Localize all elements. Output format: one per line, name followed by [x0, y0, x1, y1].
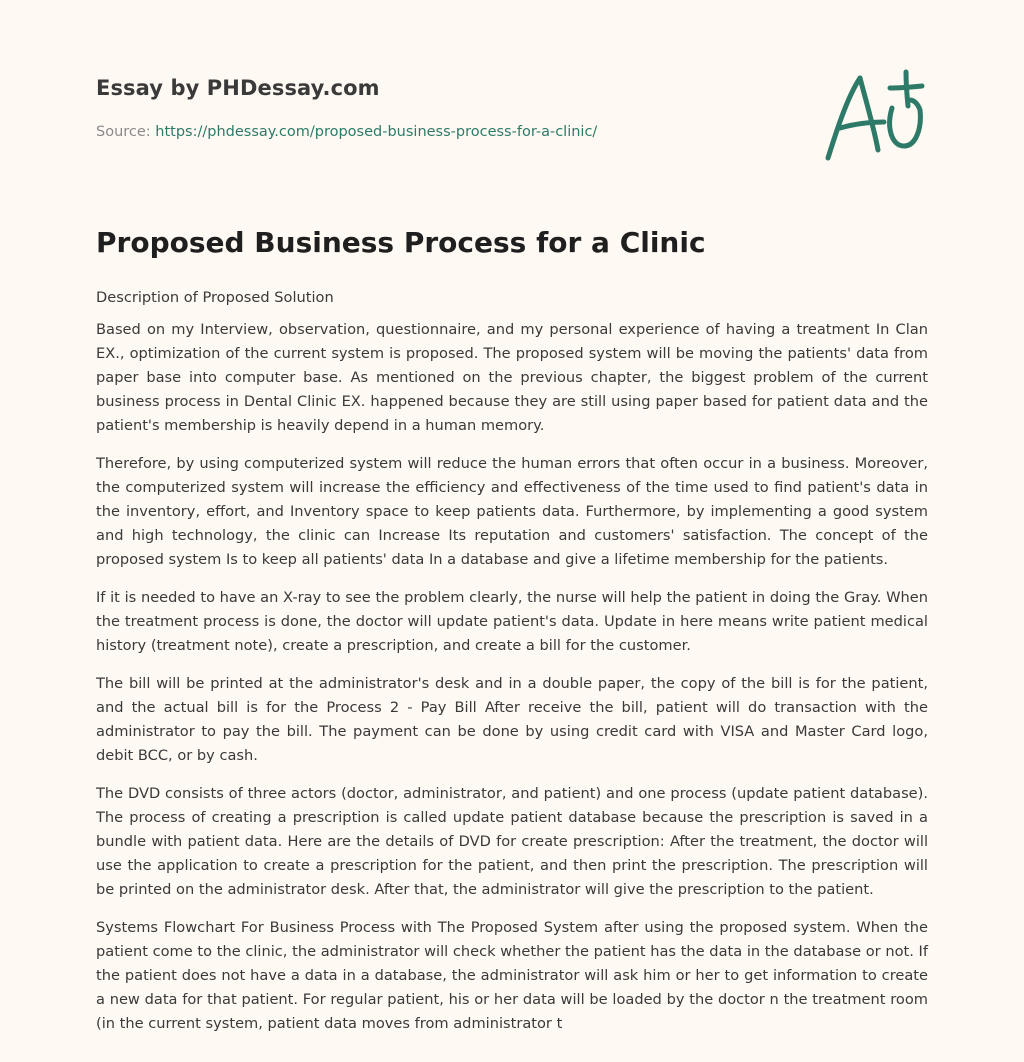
a-plus-logo-icon — [818, 66, 934, 166]
essay-content — [96, 286, 928, 1050]
source-link[interactable]: https://phdessay.com/proposed-business-process-for-a-clinic/ — [155, 124, 598, 140]
source-line — [96, 124, 597, 140]
paragraph: Based on my Interview, observation, questionnaire, and my personal experience of having a treatment In Clan EX., optimization of the current system is proposed. The proposed system will be moving the patients' data from paper base into computer base. As mentioned on the previous chapter, the biggest problem of the current business process in Dental Clinic EX. happened because they are still using paper based for patient data and the patient's membership is heavily depend in a human memory. — [96, 321, 928, 434]
paragraph: The DVD consists of three actors (doctor, administrator, and patient) and one process (update patient database). The process of creating a prescription is called update patient database because the prescription is saved in a bundle with patient data. Here are the details of DVD for create prescription: After the treatment, the doctor will use the application to create a prescription for the patient, and then print the prescription. The prescription will be printed on the administrator desk. After that, the administrator will give the prescription to the patient. — [96, 785, 928, 898]
paragraph: Systems Flowchart For Business Process with The Proposed System after using the proposed system. When the patient come to the clinic, the administrator will check whether the patient has the data in the database or not. If the patient does not have a data in a database, the administrator will ask him or her to get information to create a new data for that patient. For regular patient, his or her data will be loaded by the doctor n the treatment room (in the current system, patient data moves from administrator t — [96, 919, 928, 1032]
paragraph: Therefore, by using computerized system will reduce the human errors that often occur in a business. Moreover, the computerized system will increase the efficiency and effectiveness of the time used to find patient's data in the inventory, effort, and Inventory space to keep patients data. Furthermore, by implementing a good system and high technology, the clinic can Increase Its reputation and customers' satisfaction. The concept of the proposed system Is to keep all patients' data In a database and give a lifetime membership for the patients. — [96, 455, 928, 568]
paragraph: The bill will be printed at the administrator's desk and in a double paper, the copy of the bill is for the patient, and the actual bill is for the Process 2 - Pay Bill After receive the bill, patient will do transaction with the administrator to pay the bill. The payment can be done by using credit card with VISA and Master Card logo, debit BCC, or by cash. — [96, 675, 928, 764]
site-title: Essay by PHDessay.com — [96, 76, 380, 100]
essay-title: Proposed Business Process for a Clinic — [96, 226, 706, 259]
source-label: Source: — [96, 124, 151, 140]
paragraph: If it is needed to have an X-ray to see the problem clearly, the nurse will help the patient in doing the Gray. When the treatment process is done, the doctor will update patient's data. Update in here means write patient medical history (treatment note), create a prescription, and create a bill for the customer. — [96, 589, 928, 654]
section-subheading: Description of Proposed Solution — [96, 289, 334, 306]
